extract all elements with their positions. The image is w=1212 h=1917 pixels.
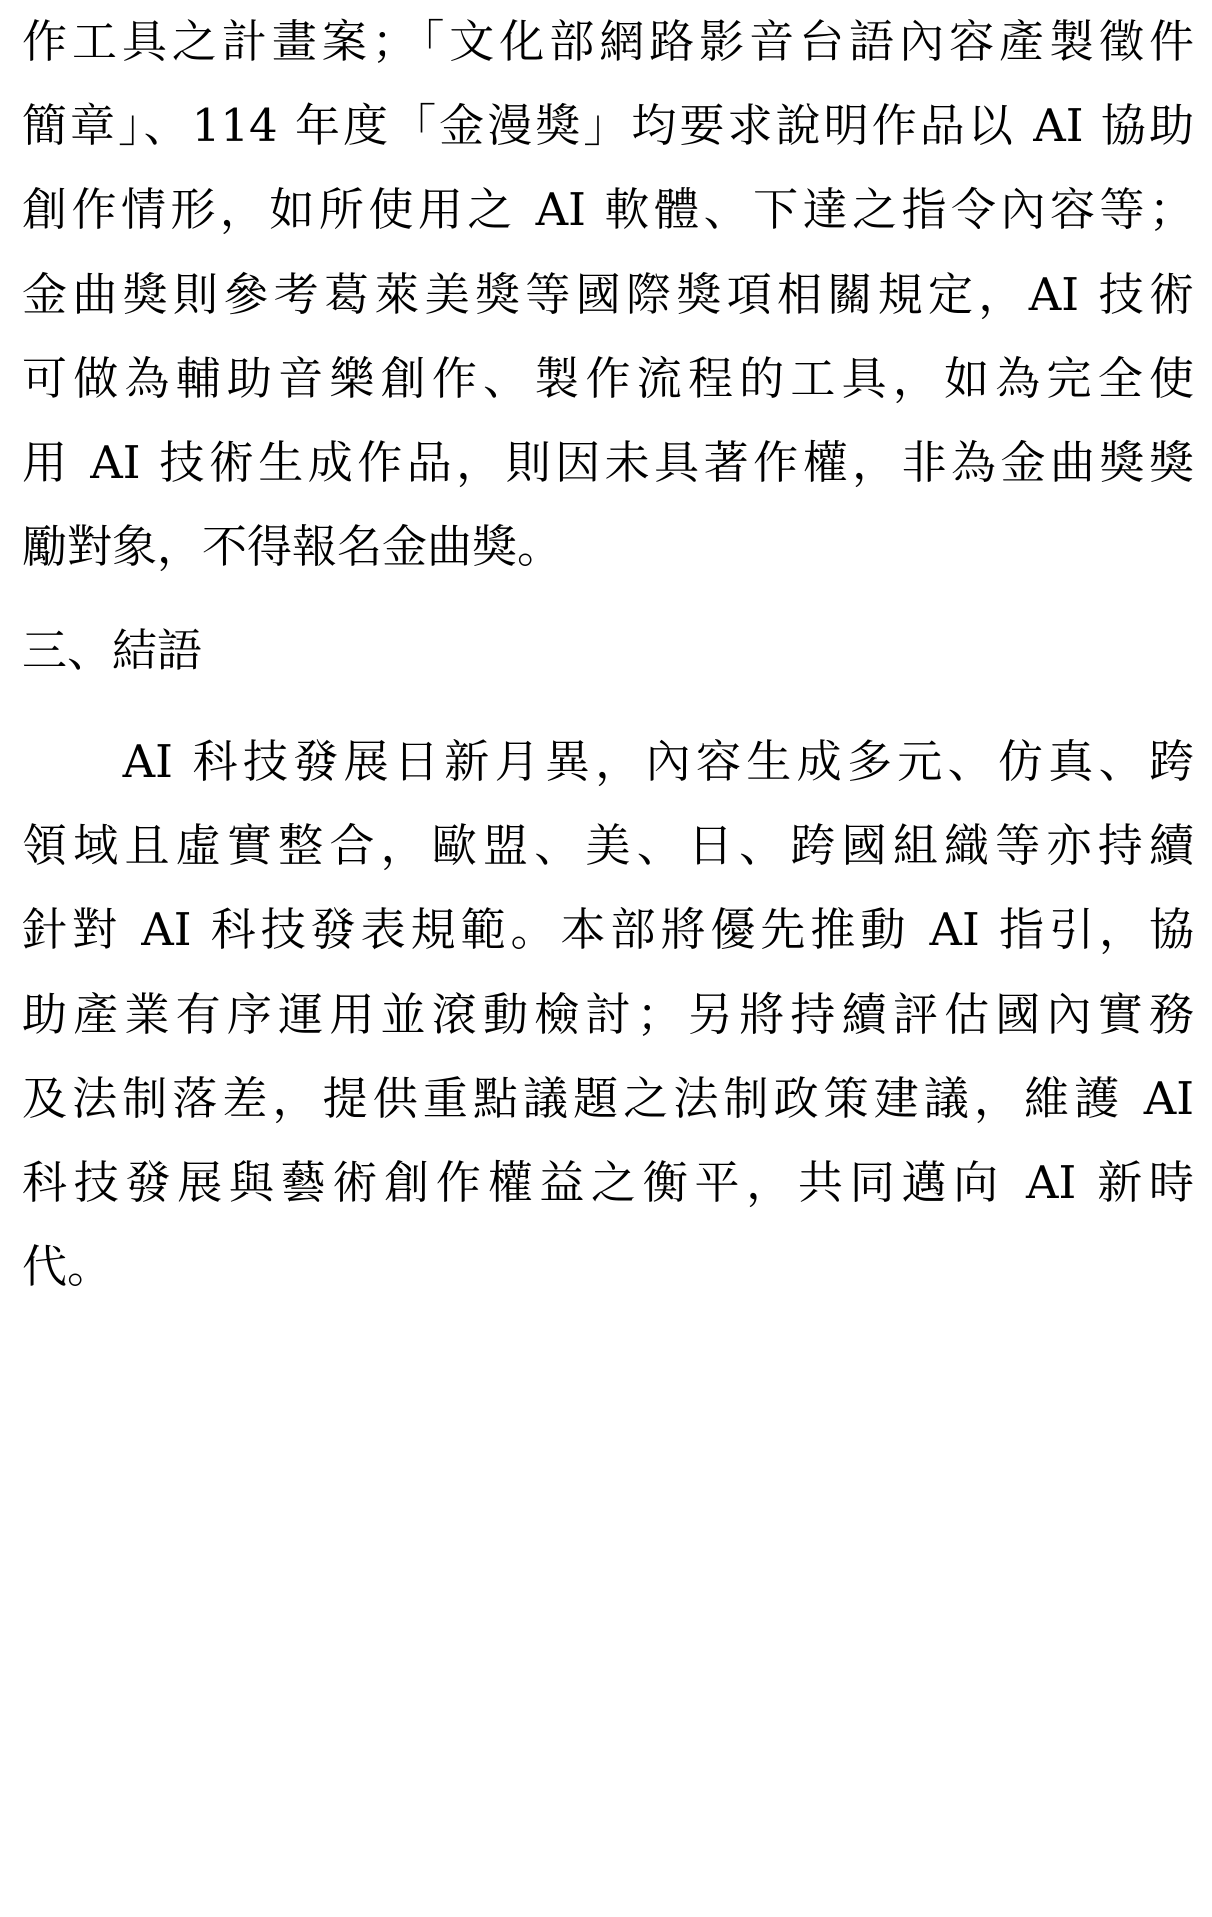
text-line: 科技發展與藝術創作權益之衡平，共同邁向 AI 新時 — [22, 1156, 1194, 1210]
body-paragraph-ai-award-rules — [22, 0, 1194, 589]
text-line: 創作情形，如所使用之 AI 軟體、下達之指令內容等； — [22, 183, 1194, 237]
text-line: 代。 — [22, 1240, 113, 1294]
text-line: 及法制落差，提供重點議題之法制政策建議，維護 AI — [22, 1071, 1194, 1125]
text-line: 金曲獎則參考葛萊美獎等國際獎項相關規定，AI 技術 — [22, 267, 1194, 321]
text-line: 作工具之計畫案；「文化部網路影音台語內容產製徵件 — [22, 15, 1194, 68]
text-line: 簡章」、114 年度「金漫獎」均要求說明作品以 AI 協助 — [22, 99, 1194, 153]
text-line: 可做為輔助音樂創作、製作流程的工具，如為完全使 — [22, 351, 1194, 405]
text-line: 勵對象，不得報名金曲獎。 — [22, 520, 563, 574]
text-line: AI 科技發展日新月異，內容生成多元、仿真、跨 — [22, 735, 1194, 788]
text-line: 領域且虛實整合，歐盟、美、日、跨國組織等亦持續 — [22, 819, 1194, 873]
body-paragraph-conclusion — [22, 720, 1194, 1309]
text-line: 用 AI 技術生成作品，則因未具著作權，非為金曲獎獎 — [22, 436, 1194, 490]
section-heading-conclusion: 三、結語 — [22, 624, 203, 677]
text-line: 針對 AI 科技發表規範。本部將優先推動 AI 指引，協 — [22, 903, 1194, 957]
text-line: 助產業有序運用並滾動檢討；另將持續評估國內實務 — [22, 987, 1194, 1041]
